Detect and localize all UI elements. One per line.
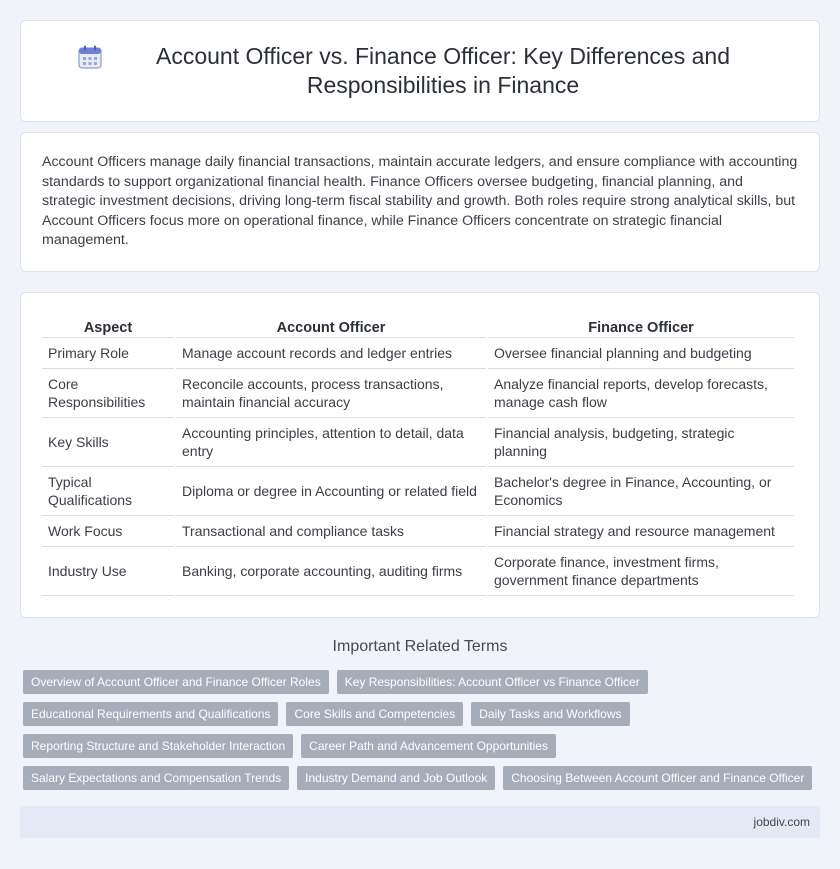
table-cell: Oversee financial planning and budgeting [488,338,794,369]
table-row [42,418,794,467]
table-cell: Banking, corporate accounting, auditing firms [176,547,486,596]
tag-row [23,670,823,694]
comparison-table [40,314,796,596]
related-term-tag[interactable]: Salary Expectations and Compensation Trends [23,766,289,790]
table-cell: Analyze financial reports, develop forecasts, manage cash flow [488,369,794,418]
related-term-tag[interactable]: Core Skills and Competencies [286,702,463,726]
table-row [42,467,794,516]
related-term-tag[interactable]: Career Path and Advancement Opportunities [301,734,556,758]
table-cell: Manage account records and ledger entries [176,338,486,369]
footer [20,806,820,838]
related-term-tag[interactable]: Educational Requirements and Qualifications [23,702,278,726]
table-cell: Typical Qualifications [42,467,174,516]
related-term-tag[interactable]: Daily Tasks and Workflows [471,702,629,726]
table-row [42,369,794,418]
header-account-officer: Account Officer [176,314,486,338]
table-cell: Primary Role [42,338,174,369]
table-cell: Accounting principles, attention to detail, data entry [176,418,486,467]
table-row [42,516,794,547]
table-cell: Transactional and compliance tasks [176,516,486,547]
table-cell: Industry Use [42,547,174,596]
comparison-table-card [20,292,820,618]
related-term-tag[interactable]: Reporting Structure and Stakeholder Interaction [23,734,293,758]
page-title: Account Officer vs. Finance Officer: Key Differences and Responsibilities in Finance [156,43,730,98]
related-term-tag[interactable]: Choosing Between Account Officer and Finance Officer [503,766,812,790]
related-term-tag[interactable]: Key Responsibilities: Account Officer vs Finance Officer [337,670,648,694]
table-cell: Work Focus [42,516,174,547]
table-cell: Key Skills [42,418,174,467]
related-term-tag[interactable]: Overview of Account Officer and Finance Officer Roles [23,670,329,694]
table-cell: Corporate finance, investment firms, government finance departments [488,547,794,596]
related-term-tag[interactable]: Industry Demand and Job Outlook [297,766,495,790]
tag-row [23,766,823,790]
table-cell: Reconcile accounts, process transactions, maintain financial accuracy [176,369,486,418]
table-cell: Financial analysis, budgeting, strategic planning [488,418,794,467]
header-aspect: Aspect [42,314,174,338]
table-cell: Diploma or degree in Accounting or related field [176,467,486,516]
table-cell: Bachelor's degree in Finance, Accounting, or Economics [488,467,794,516]
table-row [42,338,794,369]
table-row [42,547,794,596]
table-cell: Core Responsibilities [42,369,174,418]
header-card [20,20,820,122]
table-cell: Financial strategy and resource management [488,516,794,547]
tag-row [23,734,823,758]
header-finance-officer: Finance Officer [488,314,794,338]
summary-card [20,132,820,272]
calendar-icon [77,44,103,70]
summary-text: Account Officers manage daily financial transactions, maintain accurate ledgers, and ensure compliance with accounting standards to support organizational financial health. Finance Officers oversee budgeting, financial planning, and strategic investment decisions, driving long-term fiscal stability and growth. Both roles require strong analytical skills, but Account Officers focus more on operational finance, while Finance Officers concentrate on strategic financial management. [42,154,798,249]
footer-site-link[interactable]: jobdiv.com [753,815,810,829]
tag-row [23,702,823,726]
related-terms-list [23,670,823,798]
related-terms-title: Important Related Terms [332,638,508,655]
table-header-row [42,314,794,338]
